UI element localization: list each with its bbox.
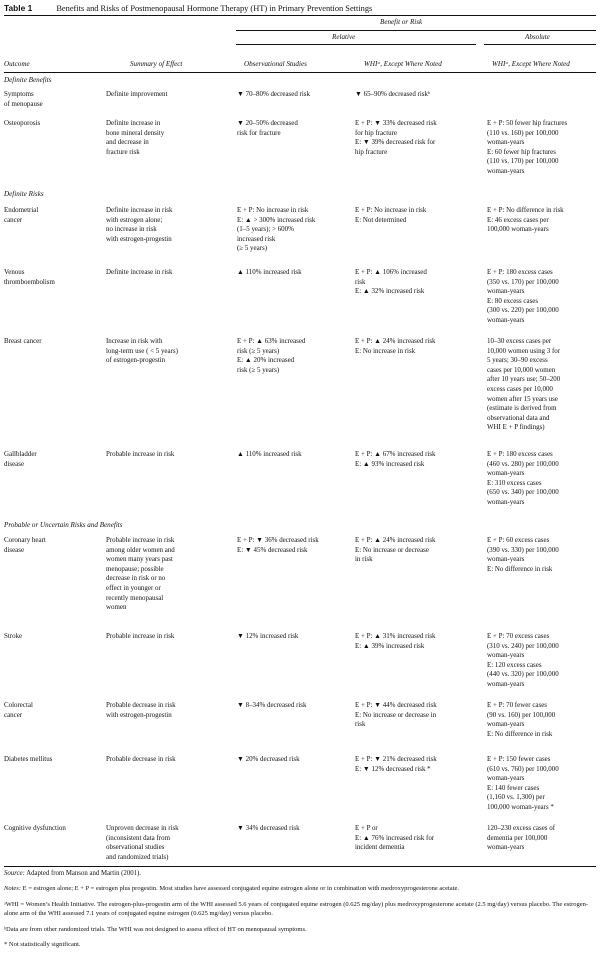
row-10-observational: ▼ 34% decreased risk — [237, 824, 300, 832]
notes-label: Notes: — [4, 885, 21, 892]
row-4-summary: Increase in risk with long-term use ( < 5 years) of estrogen-progestin — [106, 337, 178, 365]
rule-header-bottom — [4, 72, 596, 73]
row-1-whi-absolute: E + P: 50 fewer hip fractures (110 vs. 160) per 100,000 woman-years E: 60 fewer hip fractures (110 vs. 170) per 100,000 woman-years — [487, 119, 568, 175]
footnote-b: ᵇData are from other randomized trials. The WHI was not designed to assess effect of HT on menopausal symptoms. — [4, 926, 307, 933]
rule-absolute — [484, 44, 596, 45]
row-9-whi-absolute: E + P: 150 fewer cases (610 vs. 760) per 100,000 woman-years E: 140 fewer cases (1,160 vs. 1,300) per 100,000 woman-years * — [487, 755, 559, 811]
section-definite-risks: Definite Risks — [4, 190, 44, 198]
row-4-observational: E + P: ▲ 63% increased risk (≥ 5 years) E: ▲ 20% increased risk (≥ 5 years) — [237, 337, 306, 374]
row-0-observational: ▼ 70–80% decreased risk — [237, 90, 310, 98]
notes-text: E = estrogen alone; E + P = estrogen plus progestin. Most studies have assessed conjugated equine estrogen alone or in combination with medroxyprogesterone acetate. — [20, 885, 460, 892]
header-absolute: Absolute — [525, 33, 550, 41]
row-1-summary: Definite increase in bone mineral density and decrease in fracture risk — [106, 119, 165, 156]
row-10-whi-absolute: 120–230 excess cases of dementia per 100,000 woman-years — [487, 824, 556, 852]
row-6-whi-absolute: E + P: 60 excess cases (390 vs. 330) per 100,000 woman-years E: No difference in risk — [487, 536, 559, 573]
header-relative: Relative — [332, 33, 356, 41]
row-1-outcome: Osteoporosis — [4, 119, 41, 127]
row-5-whi-absolute: E + P: 180 excess cases (460 vs. 280) per 100,000 woman-years E: 310 excess cases (650 vs. 340) per 100,000 woman-years — [487, 450, 559, 506]
row-2-summary: Definite increase in risk with estrogen alone; no increase in risk with estrogen-progestin — [106, 206, 173, 243]
header-summary: Summary of Effect — [130, 60, 183, 68]
table-title — [4, 3, 372, 13]
row-3-summary: Definite increase in risk — [106, 268, 173, 276]
row-8-observational: ▼ 8–34% decreased risk — [237, 701, 307, 709]
row-6-whi-relative: E + P: ▲ 24% increased risk E: No increase or decrease in risk — [355, 536, 436, 564]
row-6-outcome: Coronary heart disease — [4, 536, 46, 554]
row-7-observational: ▼ 12% increased risk — [237, 632, 299, 640]
rule-top — [4, 15, 596, 16]
row-0-outcome: Symptoms of menopause — [4, 90, 43, 108]
row-2-whi-absolute: E + P: No difference in risk E: 46 excess cases per 100,000 woman-years — [487, 206, 564, 234]
header-whi-relative: WHIᵃ, Except Where Noted — [364, 60, 442, 68]
row-10-outcome: Cognitive dysfunction — [4, 824, 66, 832]
row-2-observational: E + P: No increase in risk E: ▲ > 300% increased risk (1–5 years); > 600% increased risk (≥ 5 years) — [237, 206, 316, 253]
row-9-summary: Probable decrease in risk — [106, 755, 176, 763]
header-benefit-or-risk: Benefit or Risk — [380, 18, 423, 26]
row-7-whi-relative: E + P: ▲ 31% increased risk E: ▲ 39% increased risk — [355, 632, 436, 650]
row-3-observational: ▲ 110% increased risk — [237, 268, 302, 276]
row-4-outcome: Breast cancer — [4, 337, 42, 345]
footnote-star: * Not statistically significant. — [4, 941, 81, 948]
table-title-text: Benefits and Risks of Postmenopausal Hormone Therapy (HT) in Primary Prevention Settings — [56, 4, 373, 13]
rule-benefit — [236, 30, 596, 31]
row-7-summary: Probable increase in risk — [106, 632, 175, 640]
row-0-summary: Definite improvement — [106, 90, 168, 98]
footnote-a: ᵃWHI = Women’s Health Initiative. The estrogen-plus-progestin arm of the WHI assessed 5.6 years of conjugated equine estrogen (0.625 mg/day) plus medroxyprogesterone acetate (2.5 mg/day) versus placebo. The estrogen-alone arm of the WHI assessed 7.1 years of conjugated equine estrogen (0.625 mg/day) versus placebo. — [4, 901, 589, 917]
row-10-summary: Unproven decrease in risk (inconsistent data from observational studies and randomized trials) — [106, 824, 179, 861]
section-probable: Probable or Uncertain Risks and Benefits — [4, 521, 123, 529]
row-8-summary: Probable decrease in risk with estrogen-progestin — [106, 701, 176, 719]
row-5-observational: ▲ 110% increased risk — [237, 450, 302, 458]
row-8-whi-relative: E + P: ▼ 44% decreased risk E: No increase or decrease in risk — [355, 701, 437, 729]
row-8-outcome: Colorectal cancer — [4, 701, 33, 719]
rule-relative — [236, 44, 476, 45]
row-4-whi-absolute: 10–30 excess cases per 10,000 women using 3 for 5 years; 30–90 excess cases per 10,000 women after 10 years use; 50–200 excess cases per 10,000 women after 15 years use (estimate is derived from observational data and WHI E + P findings) — [487, 337, 561, 432]
row-3-outcome: Venous thromboembolism — [4, 268, 55, 286]
row-1-whi-relative: E + P: ▼ 33% decreased risk for hip fracture E: ▼ 39% decreased risk for hip fracture — [355, 119, 437, 156]
row-5-outcome: Gallbladder disease — [4, 450, 37, 468]
source-label: Source: — [4, 870, 25, 877]
row-2-outcome: Endometrial cancer — [4, 206, 39, 224]
row-9-whi-relative: E + P: ▼ 21% decreased risk E: ▼ 12% decreased risk * — [355, 755, 437, 773]
row-3-whi-relative: E + P: ▲ 106% increased risk E: ▲ 32% increased risk — [355, 268, 427, 296]
row-9-outcome: Diabetes mellitus — [4, 755, 53, 763]
row-7-whi-absolute: E + P: 70 excess cases (310 vs. 240) per 100,000 woman-years E: 120 excess cases (440 vs. 320) per 100,000 woman-years — [487, 632, 559, 688]
row-5-whi-relative: E + P: ▲ 67% increased risk E: ▲ 93% increased risk — [355, 450, 436, 468]
row-4-whi-relative: E + P: ▲ 24% increased risk E: No increase in risk — [355, 337, 436, 355]
row-8-whi-absolute: E + P: 70 fewer cases (90 vs. 160) per 100,000 woman-years E: No difference in risk — [487, 701, 556, 738]
source-note — [4, 869, 596, 878]
row-9-observational: ▼ 20% decreased risk — [237, 755, 300, 763]
rule-table-bottom — [4, 866, 596, 867]
notes-line — [4, 884, 596, 893]
row-2-whi-relative: E + P: No increase in risk E: Not determined — [355, 206, 427, 224]
row-10-whi-relative: E + P or E: ▲ 76% increased risk for incident dementia — [355, 824, 435, 852]
header-whi-absolute: WHIᵃ, Except Where Noted — [492, 60, 570, 68]
header-observational: Observational Studies — [244, 60, 307, 68]
row-0-whi-relative: ▼ 65–90% decreased riskᵇ — [355, 90, 431, 98]
row-3-whi-absolute: E + P: 180 excess cases (350 vs. 170) per 100,000 woman-years E: 80 excess cases (300 vs. 220) per 100,000 woman-years — [487, 268, 559, 324]
header-outcome: Outcome — [4, 60, 30, 68]
row-1-observational: ▼ 20–50% decreased risk for fracture — [237, 119, 298, 137]
row-6-observational: E + P: ▼ 36% decreased risk E: ▼ 45% decreased risk — [237, 536, 319, 554]
row-6-summary: Probable increase in risk among older women and women many years past menopause; possible decrease in risk or no effect in younger or recently menopausal women — [106, 536, 175, 612]
source-text: Adapted from Manson and Martin (2001). — [24, 870, 141, 877]
row-5-summary: Probable increase in risk — [106, 450, 175, 458]
table-label: Table 1 — [4, 3, 33, 13]
row-7-outcome: Stroke — [4, 632, 23, 640]
section-definite-benefits: Definite Benefits — [4, 76, 52, 84]
